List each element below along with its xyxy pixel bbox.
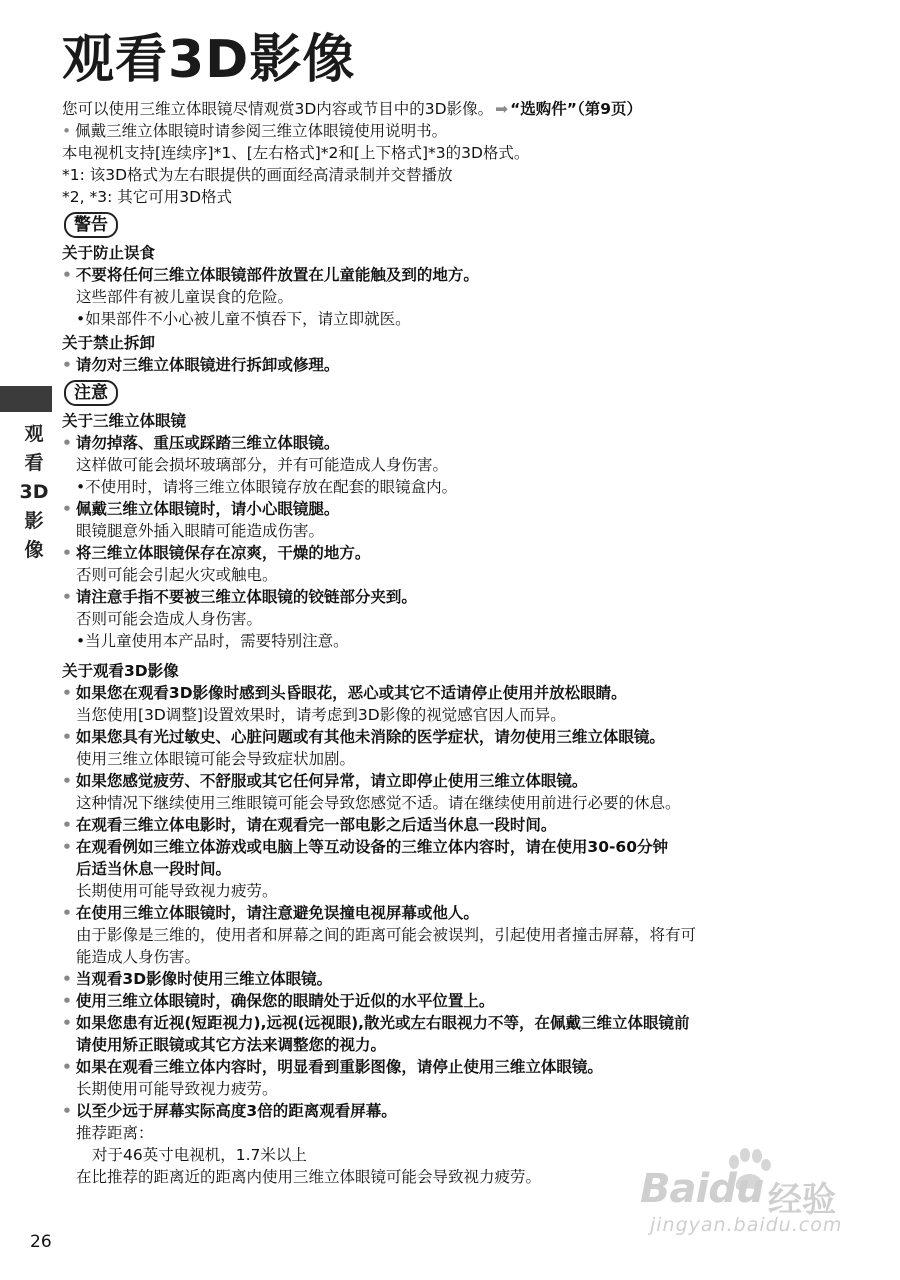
list-item: • 如果您具有光过敏史、心脏问题或有其他未消除的医学症状，请勿使用三维立体眼镜。 <box>62 728 665 746</box>
section-heading: 关于观看3D影像 <box>62 662 179 680</box>
intro-formats: 本电视机支持[连续序]*1、[左右格式]*2和[上下格式]*3的3D格式。 <box>62 144 530 162</box>
watermark <box>640 1148 870 1238</box>
watermark-text: 经验 <box>768 1180 836 1220</box>
bullet-icon: • <box>62 1058 72 1076</box>
list-item-sub: •不使用时，请将三维立体眼镜存放在配套的眼镜盒内。 <box>76 478 458 496</box>
list-item-continuation: 请使用矫正眼镜或其它方法来调整您的视力。 <box>76 1036 387 1054</box>
warning-badge: 警告 <box>64 212 118 238</box>
main-content <box>62 98 862 1188</box>
side-tab-marker <box>0 386 52 412</box>
watermark-url: jingyan.baidu.com <box>650 1214 843 1236</box>
list-item: • 使用三维立体眼镜时，确保您的眼睛处于近似的水平位置上。 <box>62 992 495 1010</box>
bullet-icon: • <box>62 772 72 790</box>
side-tab-char: 3D <box>19 481 49 503</box>
intro-text: 您可以使用三维立体眼镜尽情观赏3D内容或节目中的3D影像。 <box>62 100 494 118</box>
list-item: • 请勿对三维立体眼镜进行拆卸或修理。 <box>62 356 340 374</box>
list-item-sub: •当儿童使用本产品时，需要特别注意。 <box>76 632 349 650</box>
list-item-detail: 这样做可能会损坏玻璃部分，并有可能造成人身伤害。 <box>76 456 449 474</box>
page-reference-link[interactable]: “选购件”（第9页） <box>510 100 643 118</box>
bullet-icon: • <box>62 122 72 140</box>
list-item: • 如果您患有近视(短距视力),远视(远视眼),散光或左右眼视力不等，在佩戴三维立体眼镜前 <box>62 1014 690 1032</box>
list-item: • 将三维立体眼镜保存在凉爽，干燥的地方。 <box>62 544 371 562</box>
list-item-detail: 眼镜腿意外插入眼睛可能造成伤害。 <box>76 522 325 540</box>
section-heading: 关于防止误食 <box>62 244 156 262</box>
page-number: 26 <box>30 1232 52 1252</box>
list-item: • 在观看例如三维立体游戏或电脑上等互动设备的三维立体内容时，请在使用30-60分钟 <box>62 838 668 856</box>
list-item-sub: •如果部件不小心被儿童不慎吞下，请立即就医。 <box>76 310 411 328</box>
list-item-detail: 长期使用可能导致视力疲劳。 <box>76 882 278 900</box>
list-item-continuation: 后适当休息一段时间。 <box>76 860 232 878</box>
bullet-icon: • <box>62 1014 72 1032</box>
side-tab-char: 观 <box>24 423 44 445</box>
page-title: 观看3D影像 <box>62 30 356 90</box>
list-item-detail: 否则可能会造成人身伤害。 <box>76 610 263 628</box>
intro-line <box>62 98 862 120</box>
bullet-icon: • <box>62 970 72 988</box>
side-tab-char: 看 <box>24 452 44 474</box>
bullet-icon: • <box>62 992 72 1010</box>
list-item: • 当观看3D影像时使用三维立体眼镜。 <box>62 970 333 988</box>
list-item-detail: 推荐距离： <box>76 1124 154 1142</box>
bullet-icon: • <box>62 544 72 562</box>
side-tab-char: 影 <box>24 510 44 532</box>
watermark-logo: Baidu <box>640 1166 764 1212</box>
list-item-detail: 长期使用可能导致视力疲劳。 <box>76 1080 278 1098</box>
list-item: • 如果您在观看3D影像时感到头昏眼花，恶心或其它不适请停止使用并放松眼睛。 <box>62 684 627 702</box>
list-item: • 如果在观看三维立体内容时，明显看到重影图像，请停止使用三维立体眼镜。 <box>62 1058 603 1076</box>
side-tab-char: 像 <box>24 539 44 561</box>
list-item: • 如果您感觉疲劳、不舒服或其它任何异常，请立即停止使用三维立体眼镜。 <box>62 772 588 790</box>
bullet-icon: • <box>62 588 72 606</box>
bullet-icon: • <box>62 904 72 922</box>
list-item-detail: 否则可能会引起火灾或触电。 <box>76 566 278 584</box>
side-tab-label <box>18 420 50 565</box>
recommended-distance-value: 对于46英寸电视机，1.7米以上 <box>92 1146 307 1164</box>
list-item-detail: 这些部件有被儿童误食的危险。 <box>76 288 294 306</box>
list-item: • 在观看三维立体电影时，请在观看完一部电影之后适当休息一段时间。 <box>62 816 557 834</box>
section-heading: 关于禁止拆卸 <box>62 334 156 352</box>
bullet-icon: • <box>62 728 72 746</box>
footnote: *2, *3: 其它可用3D格式 <box>62 188 233 206</box>
arrow-icon: ➡ <box>495 100 509 118</box>
list-item-detail: 由于影像是三维的，使用者和屏幕之间的距离可能会被误判，引起使用者撞击屏幕，将有可 <box>76 926 697 944</box>
section-heading: 关于三维立体眼镜 <box>62 412 187 430</box>
caution-badge: 注意 <box>64 380 118 406</box>
list-item-detail: 能造成人身伤害。 <box>76 948 201 966</box>
list-item-detail: 在比推荐的距离近的距离内使用三维立体眼镜可能会导致视力疲劳。 <box>76 1168 542 1186</box>
bullet-icon: • <box>62 434 72 452</box>
list-item: • 不要将任何三维立体眼镜部件放置在儿童能触及到的地方。 <box>62 266 479 284</box>
footnote: *1: 该3D格式为左右眼提供的画面经高清录制并交替播放 <box>62 166 453 184</box>
bullet-icon: • <box>62 266 72 284</box>
bullet-icon: • <box>62 816 72 834</box>
bullet-icon: • <box>62 684 72 702</box>
list-item: • 请勿掉落、重压或踩踏三维立体眼镜。 <box>62 434 340 452</box>
bullet-icon: • <box>62 838 72 856</box>
bullet-icon: • <box>62 356 72 374</box>
list-item-detail: 当您使用[3D调整]设置效果时，请考虑到3D影像的视觉感官因人而异。 <box>76 706 566 724</box>
bullet-icon: • <box>62 1102 72 1120</box>
list-item: • 佩戴三维立体眼镜时，请小心眼镜腿。 <box>62 500 340 518</box>
bullet-icon: • <box>62 500 72 518</box>
list-item: • 以至少远于屏幕实际高度3倍的距离观看屏幕。 <box>62 1102 397 1120</box>
list-item-detail: 这种情况下继续使用三维眼镜可能会导致您感觉不适。请在继续使用前进行必要的休息。 <box>76 794 681 812</box>
list-item: • 在使用三维立体眼镜时，请注意避免误撞电视屏幕或他人。 <box>62 904 479 922</box>
list-item-detail: 使用三维立体眼镜可能会导致症状加剧。 <box>76 750 356 768</box>
intro-bullet: • 佩戴三维立体眼镜时请参阅三维立体眼镜使用说明书。 <box>62 122 448 140</box>
list-item: • 请注意手指不要被三维立体眼镜的铰链部分夹到。 <box>62 588 417 606</box>
